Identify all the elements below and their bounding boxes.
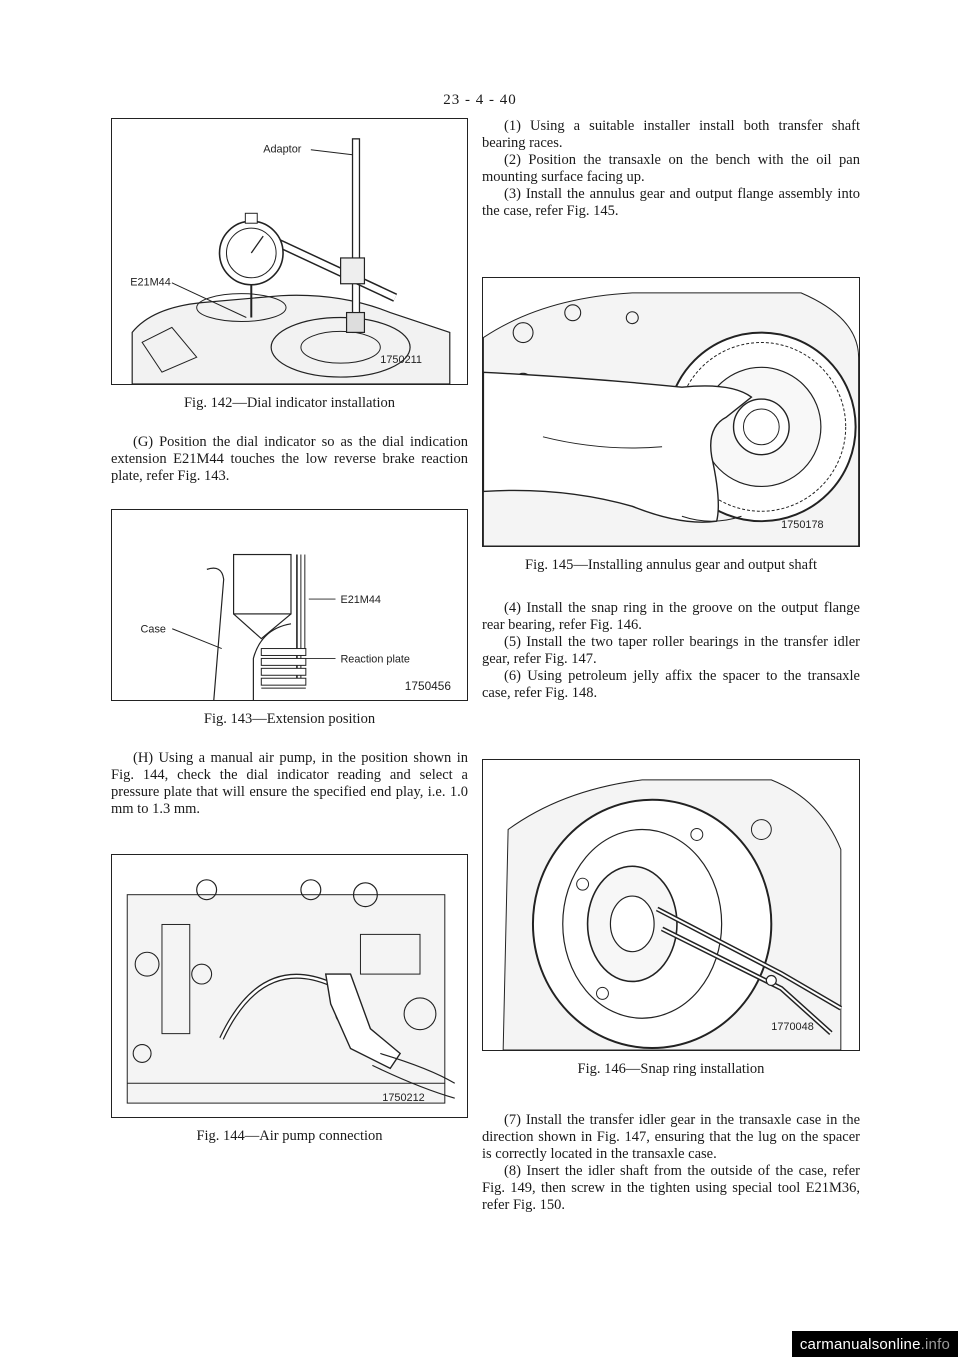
paragraph-g: (G) Position the dial indicator so as the dial indication extension E21M44 touches the low reverse brake reaction plate, refer Fig. 143. [111,434,468,484]
figure-code: 1750178 [781,519,824,532]
figure-code: 1750211 [380,354,422,367]
figure-146-caption: Fig. 146—Snap ring installation [577,1061,765,1077]
figure-145-caption: Fig. 145—Installing annulus gear and output shaft [525,557,817,573]
watermark-footer [792,1331,958,1357]
dial-indicator-illustration [112,119,467,384]
case-label: Case [140,623,166,636]
paragraph-4: (4) Install the snap ring in the groove on the output flange rear bearing, refer Fig. 146. [482,600,860,633]
figure-142 [111,118,468,385]
figure-144-caption: Fig. 144—Air pump connection [196,1128,383,1144]
paragraph-8: (8) Insert the idler shaft from the outside of the case, refer Fig. 149, then screw in the tighten using special tool E21M36, refer Fig. 150. [482,1163,860,1213]
paragraph-5: (5) Install the two taper roller bearings in the transfer idler gear, refer Fig. 147. [482,634,860,667]
snap-ring-illustration [483,760,859,1050]
left-column [111,118,468,1145]
figure-146 [482,759,860,1051]
figure-143-caption: Fig. 143—Extension position [203,711,376,727]
paragraph-3: (3) Install the annulus gear and output flange assembly into the case, refer Fig. 145. [482,186,860,219]
air-pump-illustration [112,855,467,1117]
extension-position-diagram [112,510,467,700]
figure-code: 1750212 [382,1092,425,1105]
figure-code: 1770048 [771,1021,814,1034]
watermark-suffix: .info [920,1336,950,1353]
figure-144 [111,854,468,1118]
tool-e21m44-label: E21M44 [340,594,381,607]
right-column [482,118,860,1214]
adaptor-label: Adaptor [263,143,302,156]
paragraph-h: (H) Using a manual air pump, in the position shown in Fig. 144, check the dial indicator reading and select a pressure plate that will ensure the specified end play, i.e. 1.0 mm to 1.3 mm. [111,750,468,817]
reaction-plate-label: Reaction plate [340,653,410,666]
page-number: 23 - 4 - 40 [443,92,517,108]
figure-142-caption: Fig. 142—Dial indicator installation [183,395,396,411]
annulus-gear-illustration [483,278,859,546]
paragraph-6: (6) Using petroleum jelly affix the spacer to the transaxle case, refer Fig. 148. [482,668,860,701]
figure-143 [111,509,468,701]
watermark-prefix: carmanualsonline [799,1336,921,1353]
figure-code: 1750456 [404,679,451,694]
paragraph-7: (7) Install the transfer idler gear in the transaxle case in the direction shown in Fig. 147, ensuring that the lug on the spacer is correctly located in the transaxle case. [482,1112,860,1162]
tool-e21m44-label: E21M44 [130,276,171,289]
figure-145 [482,277,860,547]
paragraph-2: (2) Position the transaxle on the bench with the oil pan mounting surface facing up. [482,152,860,185]
paragraph-1: (1) Using a suitable installer install both transfer shaft bearing races. [482,118,860,151]
